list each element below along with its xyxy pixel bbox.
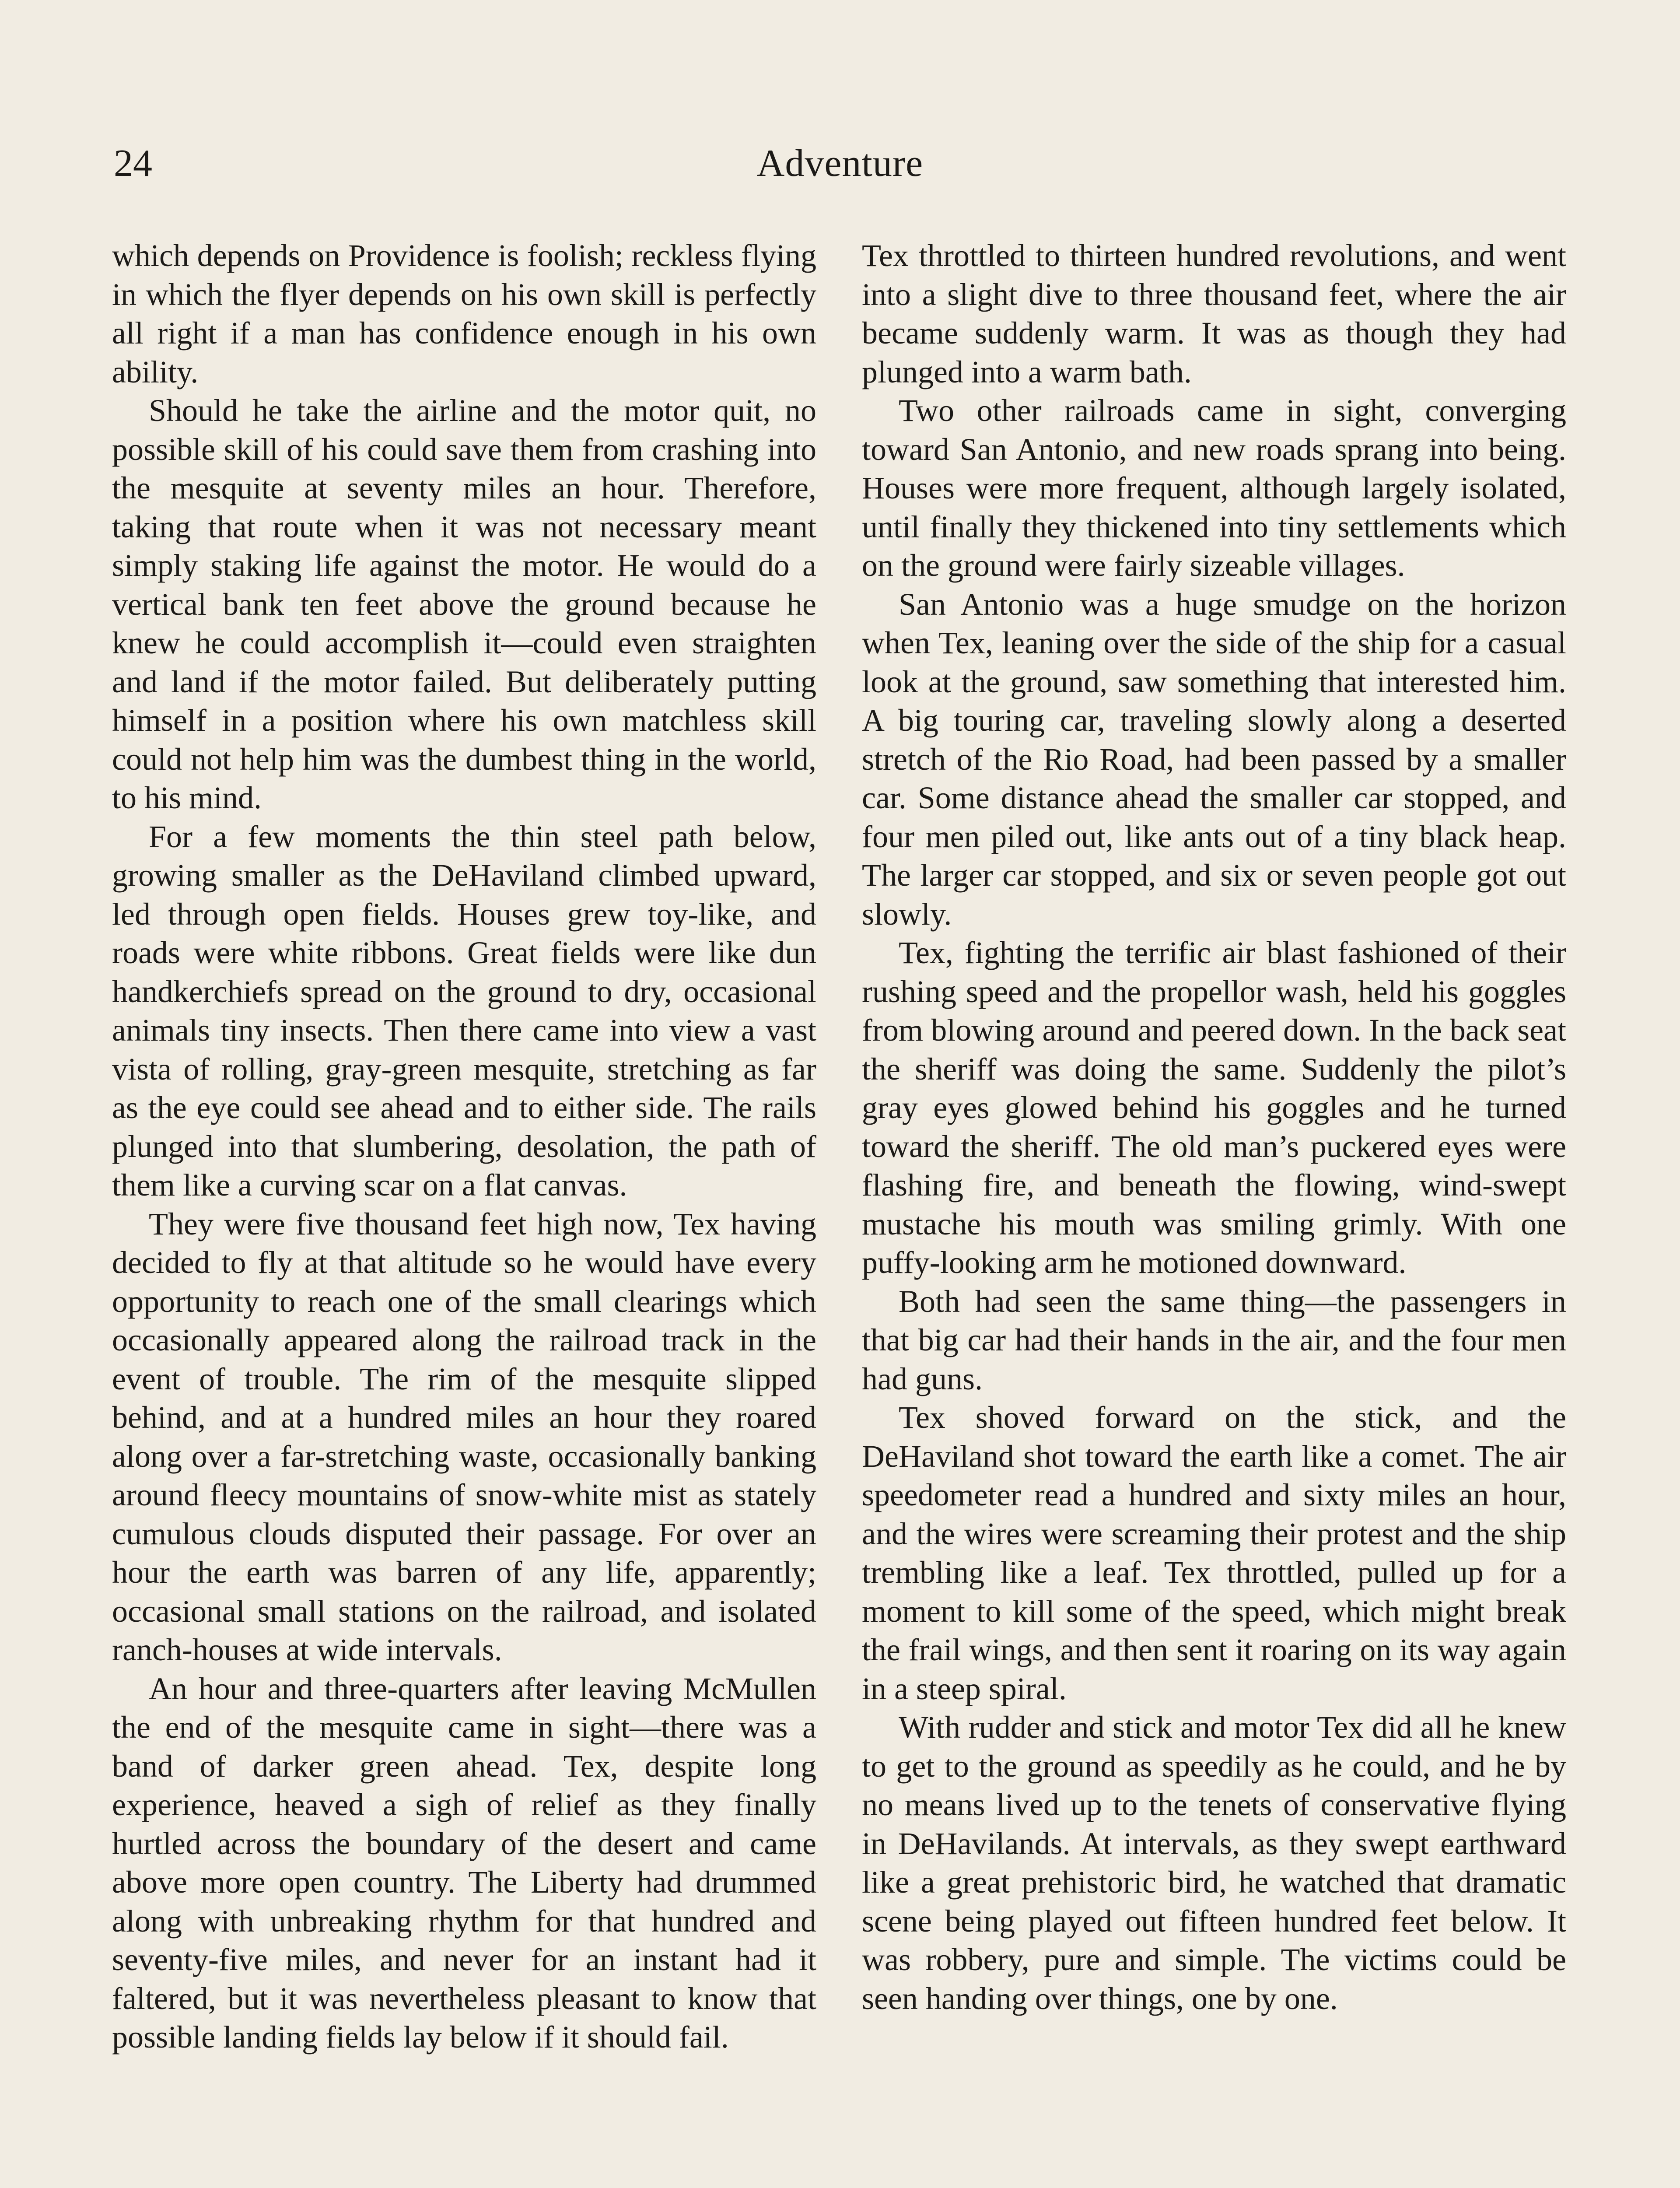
running-title: Adventure (756, 142, 924, 185)
paragraph: Should he take the airline and the motor quit, no possible skill of his could save them from crashing into the mesquite at seventy miles an hour. Therefore, taking that route when it was not necessary meant simply staking life against the motor. He would do a vertical bank ten feet above the ground because he knew he could accomplish it—could even straighten and land if the motor failed. But deliberately putting himself in a position where his own matchless skill could not help him was the dumbest thing in the world, to his mind. (112, 393, 816, 815)
paragraph: They were five thousand feet high now, Tex having decided to fly at that altitude so he would have every opportunity to reach one of the small clearings which occasionally appeared along the railroad track in the event of trouble. The rim of the mesquite slipped behind, and at a hundred miles an hour they roared along over a far-stretching waste, occasionally banking around fleecy mountains of snow-white mist as stately cumulous clouds disputed their passage. For over an hour the earth was barren of any life, apparently; occasional small stations on the railroad, and isolated ranch-houses at wide intervals. (112, 1206, 816, 1667)
paragraph: With rudder and stick and motor Tex did all he knew to get to the ground as speedily as he could, and he by no means lived up to the tenets of conservative flying in DeHavilands. At intervals, as they swept earthward like a great prehistoric bird, he watched that dramatic scene being played out fifteen hundred feet below. It was robbery, pure and simple. The victims could be seen handing over things, one by one. (862, 1710, 1566, 2016)
paragraph: Tex shoved forward on the stick, and the DeHaviland shot toward the earth like a comet. The air speedometer read a hundred and sixty miles an hour, and the wires were screaming their protest and the ship trembling like a leaf. Tex throttled, pulled up for a moment to kill some of the speed, which might break the frail wings, and then sent it roaring on its way again in a steep spiral. (862, 1400, 1566, 1706)
paragraph: Two other railroads came in sight, converging toward San Antonio, and new roads sprang into being. Houses were more frequent, although largely isolated, until finally they thickened into tiny settlements which on the ground were fairly sizeable villages. (862, 393, 1566, 583)
page-number: 24 (114, 142, 152, 185)
paragraph: For a few moments the thin steel path below, growing smaller as the DeHaviland climbed upward, led through open fields. Houses grew toy-like, and roads were white ribbons. Great fields were like dun handkerchiefs spread on the ground to dry, occasional animals tiny insects. Then there came into view a vast vista of rolling, gray-green mesquite, stretching as far as the eye could see ahead and to either side. The rails plunged into that slumbering, desolation, the path of them like a curving scar on a flat canvas. (112, 819, 816, 1203)
paragraph: Both had seen the same thing—the passengers in that big car had their hands in the air, and the four men had guns. (862, 1283, 1566, 1396)
paragraph: which depends on Providence is foolish; reckless flying in which the flyer depends on his own skill is perfectly all right if a man has confidence enough in his own ability. (112, 238, 816, 389)
paragraph: Tex, fighting the terrific air blast fashioned of their rushing speed and the propellor wash, held his goggles from blowing around and peered down. In the back seat the sheriff was doing the same. Suddenly the pilot’s gray eyes glowed behind his goggles and he turned toward the sheriff. The old man’s puckered eyes were flashing fire, and beneath the flowing, wind-swept mustache his mouth was smiling grimly. With one puffy-looking arm he motioned downward. (862, 935, 1566, 1280)
right-column (862, 236, 1566, 2018)
left-column (112, 236, 816, 2057)
paragraph: San Antonio was a huge smudge on the horizon when Tex, leaning over the side of the ship for a casual look at the ground, saw something that interested him. A big touring car, traveling slowly along a deserted stretch of the Rio Road, had been passed by a smaller car. Some distance ahead the smaller car stopped, and four men piled out, like ants out of a tiny black heap. The larger car stopped, and six or seven people got out slowly. (862, 586, 1566, 932)
paragraph: An hour and three-quarters after leaving McMullen the end of the mesquite came in sight—there was a band of darker green ahead. Tex, despite long experience, heaved a sigh of relief as they finally hurtled across the boundary of the desert and came above more open country. The Liberty had drummed along with unbreaking rhythm for that hundred and seventy-five miles, and never for an instant had it faltered, but it was nevertheless pleasant to know that possible landing fields lay below if it should fail. (112, 1671, 816, 2055)
paragraph: Tex throttled to thirteen hundred revolutions, and went into a slight dive to three thousand feet, where the air became suddenly warm. It was as though they had plunged into a warm bath. (862, 238, 1566, 389)
